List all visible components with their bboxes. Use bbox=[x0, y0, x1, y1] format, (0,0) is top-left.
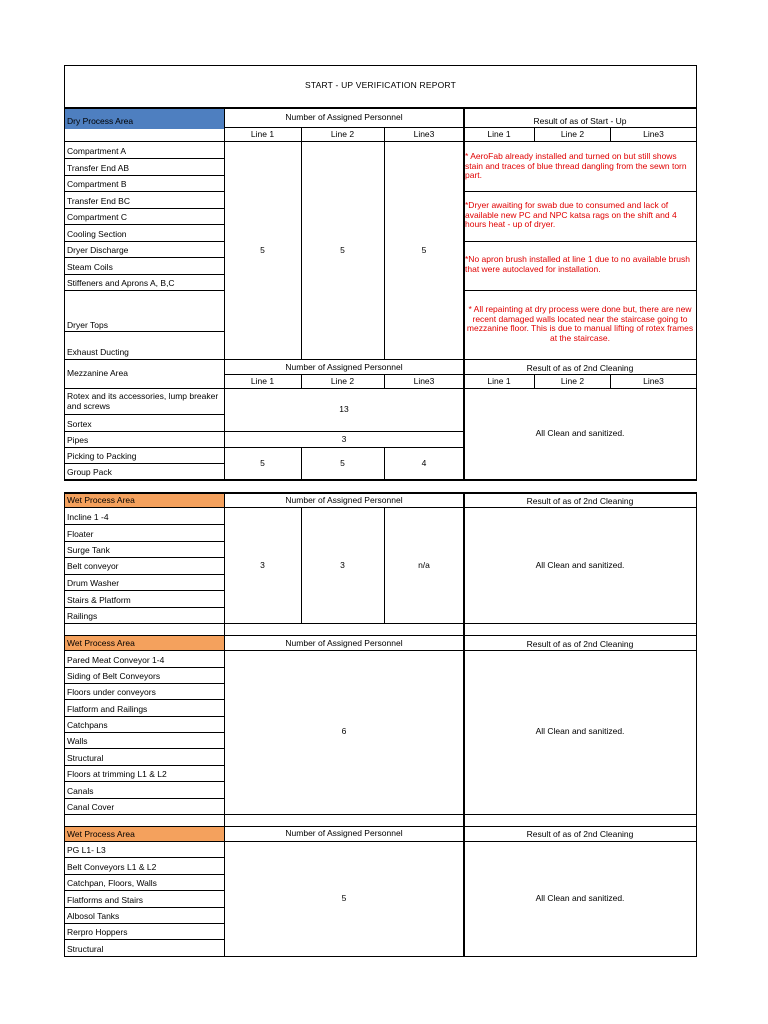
border bbox=[64, 158, 224, 159]
border bbox=[696, 492, 697, 957]
border bbox=[64, 274, 224, 275]
mezzanine-result-header: Result of as of 2nd Cleaning bbox=[526, 363, 634, 373]
wet3-item: Catchpan, Floors, Walls bbox=[67, 878, 157, 888]
border bbox=[64, 463, 224, 464]
wet1-item: Surge Tank bbox=[67, 545, 110, 555]
border bbox=[64, 923, 224, 924]
wet2-personnel-header: Number of Assigned Personnel bbox=[285, 638, 403, 648]
border bbox=[64, 224, 224, 225]
mezz-result: All Clean and sanitized. bbox=[535, 428, 625, 438]
dry-note-dryer-swab: *Dryer awaiting for swab due to consumed and lack of available new PC and NPC katsa rags on the shift and 4 hours heat - up of dryer. bbox=[465, 200, 677, 230]
border bbox=[64, 781, 224, 782]
border bbox=[64, 650, 697, 651]
border bbox=[64, 388, 697, 389]
wet2-item: Floors at trimming L1 & L2 bbox=[67, 769, 167, 779]
wet2-item: Siding of Belt Conveyors bbox=[67, 671, 161, 681]
border bbox=[64, 607, 224, 608]
dry-item: Steam Coils bbox=[67, 262, 113, 272]
mezz-picking-line1: 5 bbox=[260, 458, 265, 468]
wet2-count: 6 bbox=[341, 726, 347, 736]
border bbox=[64, 208, 224, 209]
border bbox=[64, 841, 697, 842]
wet2-item: Structural bbox=[67, 753, 104, 763]
dry-result-line2-header: Line 2 bbox=[560, 129, 585, 139]
wet2-result: All Clean and sanitized. bbox=[535, 726, 625, 736]
border bbox=[64, 574, 224, 575]
wet3-area-label: Wet Process Area bbox=[67, 829, 135, 839]
border bbox=[64, 431, 464, 432]
dry-line2-count: 5 bbox=[340, 245, 345, 255]
border bbox=[64, 524, 224, 525]
dry-result-header: Result of as of Start - Up bbox=[533, 116, 627, 126]
dry-item: Compartment C bbox=[67, 212, 127, 222]
border bbox=[64, 683, 224, 684]
border bbox=[64, 590, 224, 591]
border bbox=[64, 956, 697, 957]
border bbox=[64, 191, 224, 192]
border bbox=[224, 127, 696, 128]
dry-item: Transfer End BC bbox=[67, 196, 130, 206]
wet1-item: Belt conveyor bbox=[67, 561, 119, 571]
wet1-result-header: Result of as of 2nd Cleaning bbox=[526, 496, 634, 506]
border bbox=[64, 331, 224, 332]
border bbox=[64, 414, 224, 415]
border bbox=[64, 890, 224, 891]
dry-area-label: Dry Process Area bbox=[67, 116, 134, 126]
border bbox=[64, 874, 224, 875]
border bbox=[64, 907, 224, 908]
wet1-item: Railings bbox=[67, 611, 98, 621]
wet2-item: Canal Cover bbox=[67, 802, 115, 812]
mezzanine-area-label: Mezzanine Area bbox=[67, 368, 128, 378]
wet3-result: All Clean and sanitized. bbox=[535, 893, 625, 903]
border bbox=[464, 191, 696, 192]
wet1-area-label: Wet Process Area bbox=[67, 495, 135, 505]
wet3-personnel-header: Number of Assigned Personnel bbox=[285, 828, 403, 838]
dry-line3-header: Line3 bbox=[413, 129, 435, 139]
wet2-item: Catchpans bbox=[67, 720, 108, 730]
mezz-item: Group Pack bbox=[67, 467, 112, 477]
border bbox=[64, 798, 224, 799]
mezz-picking-line2: 5 bbox=[340, 458, 345, 468]
wet2-result-header: Result of as of 2nd Cleaning bbox=[526, 639, 634, 649]
dry-line3-count: 5 bbox=[421, 245, 427, 255]
mezz-result-line1-header: Line 1 bbox=[487, 376, 511, 386]
border bbox=[64, 479, 697, 481]
border bbox=[64, 257, 224, 258]
dry-note-repainting: * All repainting at dry process were done but, there are new recent damaged walls located near the staircase going to mezzanine floor. This is due to manual lifting of rotex frames at the staircase. bbox=[466, 304, 694, 343]
dry-note-apron-brush: *No apron brush installed at line 1 due to no available brush that were autoclaved for installation. bbox=[465, 254, 690, 274]
wet3-item: Albosol Tanks bbox=[67, 911, 120, 921]
border bbox=[224, 107, 225, 480]
wet1-item: Floater bbox=[67, 529, 94, 539]
border bbox=[64, 623, 697, 624]
dry-item: Compartment A bbox=[67, 146, 127, 156]
mezz-picking-line3: 4 bbox=[421, 458, 427, 468]
border bbox=[384, 127, 385, 360]
dry-item: Stiffeners and Aprons A, B,C bbox=[67, 278, 175, 288]
dry-personnel-header: Number of Assigned Personnel bbox=[285, 112, 403, 122]
wet3-item: Flatforms and Stairs bbox=[67, 895, 144, 905]
wet2-item: Floors under conveyors bbox=[67, 687, 156, 697]
border bbox=[696, 65, 697, 480]
wet2-item: Canals bbox=[67, 786, 94, 796]
wet2-area-label: Wet Process Area bbox=[67, 638, 135, 648]
border bbox=[224, 374, 696, 375]
dry-item: Compartment B bbox=[67, 179, 127, 189]
mezz-pipes-count: 3 bbox=[341, 434, 347, 444]
border bbox=[64, 814, 697, 815]
mezz-result-line2-header: Line 2 bbox=[560, 376, 585, 386]
wet1-line3-count: n/a bbox=[418, 560, 430, 570]
mezzanine-personnel-header: Number of Assigned Personnel bbox=[285, 362, 403, 372]
border bbox=[64, 447, 464, 448]
dry-item: Cooling Section bbox=[67, 229, 127, 239]
border bbox=[64, 667, 224, 668]
dry-item: Dryer Tops bbox=[67, 320, 108, 330]
border bbox=[64, 748, 224, 749]
border bbox=[464, 290, 696, 291]
wet3-item: PG L1- L3 bbox=[67, 845, 106, 855]
border bbox=[64, 507, 697, 508]
border bbox=[64, 492, 65, 957]
mezz-line2-header: Line 2 bbox=[330, 376, 355, 386]
wet3-count: 5 bbox=[341, 893, 347, 903]
wet3-result-header: Result of as of 2nd Cleaning bbox=[526, 829, 634, 839]
mezz-result-line3-header: Line3 bbox=[643, 376, 664, 386]
border bbox=[64, 765, 224, 766]
border bbox=[64, 141, 697, 142]
border bbox=[64, 716, 224, 717]
dry-line1-header: Line 1 bbox=[250, 129, 275, 139]
wet1-personnel-header: Number of Assigned Personnel bbox=[285, 495, 403, 505]
mezz-item: Picking to Packing bbox=[67, 451, 137, 461]
dry-line2-header: Line 2 bbox=[330, 129, 355, 139]
dry-result-line3-header: Line3 bbox=[643, 129, 664, 139]
mezz-item: Sortex bbox=[67, 419, 92, 429]
dry-line1-count: 5 bbox=[260, 245, 265, 255]
wet1-item: Stairs & Platform bbox=[67, 595, 131, 605]
wet2-item: Pared Meat Conveyor 1-4 bbox=[67, 655, 165, 665]
border bbox=[64, 732, 224, 733]
border bbox=[64, 541, 224, 542]
wet1-line2-count: 3 bbox=[340, 560, 345, 570]
mezz-rotex-count: 13 bbox=[339, 404, 349, 414]
dry-result-line1-header: Line 1 bbox=[487, 129, 511, 139]
mezz-line1-header: Line 1 bbox=[250, 376, 275, 386]
border bbox=[64, 557, 224, 558]
wet1-item: Drum Washer bbox=[67, 578, 120, 588]
wet3-item: Belt Conveyors L1 & L2 bbox=[67, 862, 157, 872]
wet1-result: All Clean and sanitized. bbox=[535, 560, 625, 570]
border bbox=[64, 65, 697, 66]
wet1-item: Incline 1 -4 bbox=[67, 512, 109, 522]
report-title: START - UP VERIFICATION REPORT bbox=[305, 80, 456, 90]
border bbox=[64, 290, 224, 291]
mezz-item: Pipes bbox=[67, 435, 89, 445]
wet3-item: Rerpro Hoppers bbox=[67, 927, 128, 937]
wet1-line1-count: 3 bbox=[260, 560, 265, 570]
border bbox=[301, 127, 302, 360]
border bbox=[64, 241, 224, 242]
dry-item: Dryer Discharge bbox=[67, 245, 129, 255]
dry-item: Transfer End AB bbox=[67, 163, 130, 173]
mezz-item: Rotex and its accessories, lump breaker and screws bbox=[67, 391, 219, 411]
dry-item: Exhaust Ducting bbox=[67, 347, 129, 357]
border bbox=[464, 241, 696, 242]
border bbox=[64, 699, 224, 700]
dry-note-aerofab: * AeroFab already installed and turned on but still shows stain and traces of blue thread dangling from the sewn torn part. bbox=[465, 151, 687, 181]
wet2-item: Walls bbox=[67, 736, 88, 746]
border bbox=[64, 857, 224, 858]
wet3-item: Structural bbox=[67, 944, 104, 954]
border bbox=[64, 939, 224, 940]
wet2-item: Flatform and Railings bbox=[67, 704, 148, 714]
border bbox=[64, 175, 224, 176]
mezz-line3-header: Line3 bbox=[413, 376, 435, 386]
border bbox=[64, 359, 697, 360]
